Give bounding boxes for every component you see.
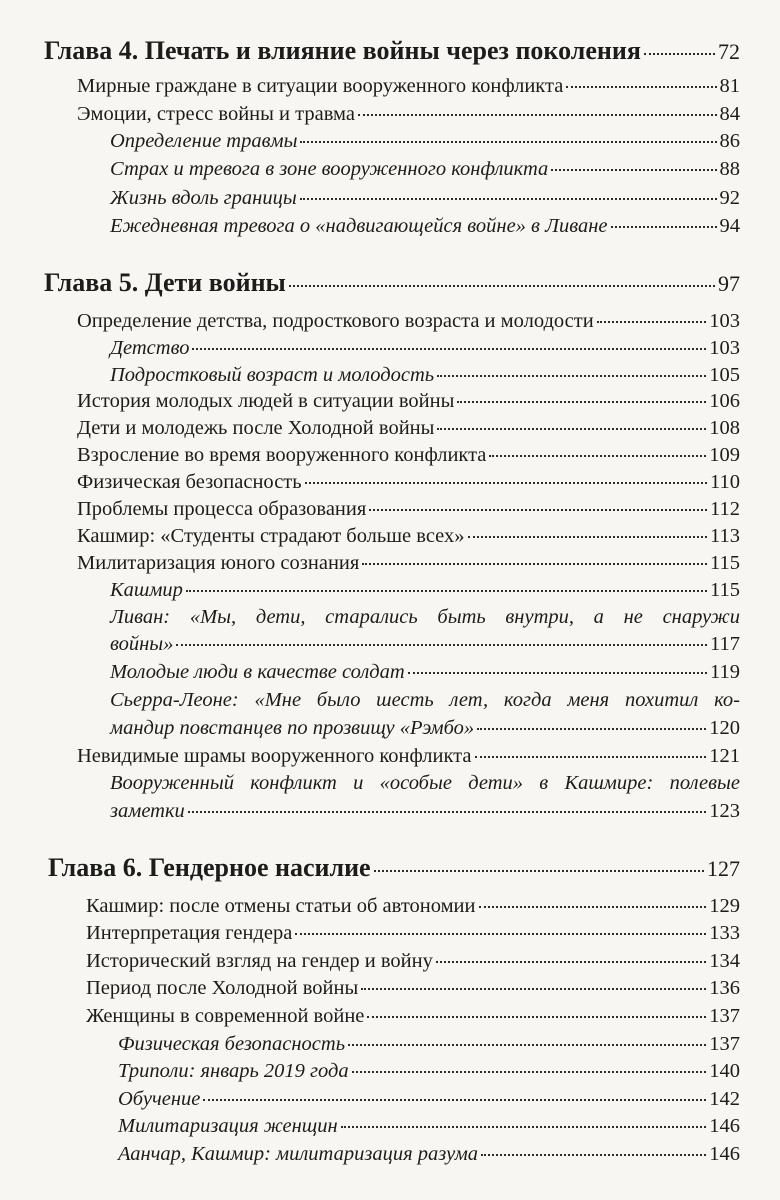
toc-subsection	[118, 1115, 740, 1138]
section-title: Взросление во время вооруженного конфликта	[77, 444, 487, 466]
subsection-title: Жизнь вдоль границы	[110, 187, 297, 209]
dot-leader	[352, 1071, 707, 1073]
toc-section	[77, 390, 740, 413]
page-number: 113	[710, 525, 740, 547]
toc-section	[77, 444, 740, 467]
section-title: Невидимые шрамы вооруженного конфликта	[77, 745, 472, 767]
subsection-title: Кашмир	[110, 579, 183, 601]
toc-section	[77, 103, 740, 126]
section-title: Интерпретация гендера	[86, 922, 293, 944]
subsection-title: Милитаризация женщин	[118, 1115, 338, 1137]
page-number: 137	[709, 1033, 740, 1055]
toc-section	[77, 745, 740, 768]
page-number: 88	[719, 158, 740, 180]
dot-leader	[436, 961, 706, 963]
page-number: 112	[710, 498, 740, 520]
subsection-title-line1: Сьерра-Леоне: «Мне было шесть лет, когда меня похитил ко-	[110, 689, 740, 711]
dot-leader	[176, 644, 707, 646]
dot-leader	[203, 1099, 706, 1101]
dot-leader	[300, 198, 717, 200]
dot-leader	[192, 348, 706, 350]
dot-leader	[437, 375, 706, 377]
page-number: 108	[709, 417, 740, 439]
toc-section	[77, 417, 740, 440]
section-title: Милитаризация юного сознания	[77, 552, 360, 574]
subsection-title: Молодые люди в качестве солдат	[110, 661, 405, 683]
page-number: 115	[710, 552, 740, 574]
page-number: 109	[709, 444, 740, 466]
toc-subsection	[110, 661, 740, 684]
dot-leader	[188, 811, 706, 813]
subsection-title: Триполи: январь 2019 года	[118, 1060, 349, 1082]
toc-chapter-heading	[48, 853, 740, 883]
dot-leader	[597, 321, 707, 323]
dot-leader	[611, 226, 717, 228]
dot-leader	[186, 590, 707, 592]
page-number: 120	[709, 717, 740, 739]
toc-section	[77, 310, 740, 333]
page-number: 134	[709, 950, 740, 972]
dot-leader	[479, 906, 707, 908]
toc-subsection	[110, 717, 740, 740]
section-title: Определение детства, подросткового возраста и молодости	[77, 310, 594, 332]
dot-leader	[295, 933, 706, 935]
subsection-title-line1: Вооруженный конфликт и «особые дети» в Кашмире: полевые	[110, 772, 740, 794]
toc-subsection	[110, 579, 740, 602]
toc-subsection	[110, 130, 740, 153]
toc-section	[86, 950, 740, 973]
toc-subsection	[110, 364, 740, 387]
section-title: Период после Холодной войны	[86, 977, 359, 999]
section-title: Проблемы процесса образования	[77, 498, 367, 520]
section-title: Женщины в современной войне	[86, 1005, 365, 1027]
dot-leader	[374, 870, 704, 872]
page-number: 81	[719, 75, 740, 97]
dot-leader	[477, 728, 706, 730]
page-number: 133	[709, 922, 740, 944]
dot-leader	[408, 672, 707, 674]
page-number: 129	[709, 895, 740, 917]
page-number: 140	[709, 1060, 740, 1082]
subsection-title: Страх и тревога в зоне вооруженного конфликта	[110, 158, 549, 180]
subsection-title: Определение травмы	[110, 130, 298, 152]
subsection-title: Обучение	[118, 1088, 201, 1110]
dot-leader	[348, 1044, 706, 1046]
page-number: 103	[709, 337, 740, 359]
dot-leader	[341, 1126, 707, 1128]
dot-leader	[468, 536, 707, 538]
toc-subsection	[110, 158, 740, 181]
toc-chapter-heading	[44, 36, 740, 66]
dot-leader	[300, 141, 716, 143]
page-number: 115	[710, 579, 740, 601]
subsection-title: Подростковый возраст и молодость	[110, 364, 435, 386]
dot-leader	[362, 563, 707, 565]
dot-leader	[566, 86, 716, 88]
subsection-title-line1: Ливан: «Мы, дети, старались быть внутри, а не снаружи	[110, 606, 740, 628]
page-number: 117	[710, 633, 740, 655]
section-title: История молодых людей в ситуации войны	[77, 390, 455, 412]
toc-section	[77, 525, 740, 548]
toc-subsection	[118, 1088, 740, 1111]
dot-leader	[489, 455, 706, 457]
section-title: Физическая безопасность	[77, 471, 302, 493]
dot-leader	[367, 1016, 706, 1018]
dot-leader	[457, 401, 706, 403]
dot-leader	[437, 428, 706, 430]
toc-section	[86, 977, 740, 1000]
subsection-title: Аанчар, Кашмир: милитаризация разума	[118, 1143, 479, 1165]
toc-section	[77, 552, 740, 575]
page-number: 119	[710, 661, 740, 683]
section-title: Исторический взгляд на гендер и войну	[86, 950, 433, 972]
subsection-title: мандир повстанцев по прозвищу «Рэмбо»	[110, 717, 475, 739]
page-number: 146	[709, 1115, 740, 1137]
page-number: 146	[709, 1143, 740, 1165]
section-title: Кашмир: после отмены статьи об автономии	[86, 895, 476, 917]
toc-subsection	[118, 1033, 740, 1056]
chapter-title: Глава 6. Гендерное насилие	[48, 853, 371, 882]
dot-leader	[358, 114, 717, 116]
dot-leader	[481, 1154, 706, 1156]
page-number: 86	[719, 130, 740, 152]
dot-leader	[361, 988, 706, 990]
page-number: 123	[709, 800, 740, 822]
toc-subsection	[110, 187, 740, 210]
page-number: 136	[709, 977, 740, 999]
dot-leader	[305, 482, 707, 484]
page-number: 97	[718, 271, 740, 296]
subsection-title: Детство	[110, 337, 190, 359]
page-number: 121	[709, 745, 740, 767]
toc-section	[77, 498, 740, 521]
page-number: 84	[719, 103, 740, 125]
dot-leader	[644, 53, 715, 55]
page-number: 94	[719, 215, 740, 237]
page-number: 72	[718, 39, 740, 64]
toc-subsection	[110, 633, 740, 656]
dot-leader	[551, 169, 716, 171]
chapter-title: Глава 5. Дети войны	[44, 268, 286, 297]
page-number: 142	[709, 1088, 740, 1110]
page-number: 106	[709, 390, 740, 412]
dot-leader	[369, 509, 707, 511]
toc-section	[86, 1005, 740, 1028]
toc-section	[86, 922, 740, 945]
toc-subsection	[110, 215, 740, 238]
toc-subsection	[118, 1060, 740, 1083]
subsection-title: заметки	[110, 800, 185, 822]
subsection-title: войны»	[110, 633, 174, 655]
toc-chapter-heading	[44, 268, 740, 298]
toc-subsection	[110, 337, 740, 360]
dot-leader	[475, 756, 707, 758]
page-number: 127	[707, 856, 740, 881]
page-number: 105	[709, 364, 740, 386]
section-title: Эмоции, стресс войны и травма	[77, 103, 355, 125]
toc-subsection	[110, 800, 740, 823]
page-number: 137	[709, 1005, 740, 1027]
page-number: 103	[709, 310, 740, 332]
section-title: Кашмир: «Студенты страдают больше всех»	[77, 525, 465, 547]
section-title: Дети и молодежь после Холодной войны	[77, 417, 435, 439]
toc-subsection	[118, 1143, 740, 1166]
dot-leader	[289, 285, 715, 287]
section-title: Мирные граждане в ситуации вооруженного конфликта	[77, 75, 564, 97]
chapter-title: Глава 4. Печать и влияние войны через поколения	[44, 36, 641, 65]
subsection-title: Физическая безопасность	[118, 1033, 346, 1055]
subsection-title: Ежедневная тревога о «надвигающейся войне» в Ливане	[110, 215, 608, 237]
page-number: 92	[719, 187, 740, 209]
page-number: 110	[710, 471, 740, 493]
toc-section	[77, 75, 740, 98]
toc-section	[86, 895, 740, 918]
toc-section	[77, 471, 740, 494]
